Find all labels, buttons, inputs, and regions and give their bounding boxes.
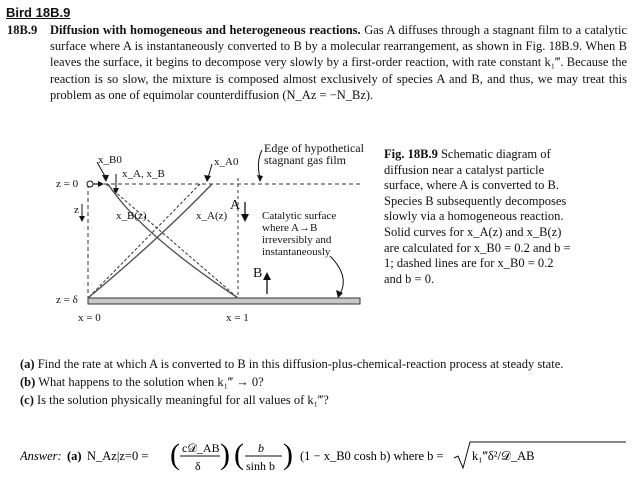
frac2-denominator: sinh b xyxy=(246,459,276,473)
answer-equation xyxy=(20,436,630,476)
questions-list xyxy=(20,356,615,410)
question-b xyxy=(20,374,615,390)
answer-lhs: N_Az|z=0 = xyxy=(87,449,149,463)
figure-caption xyxy=(384,147,572,287)
label-z0: z = 0 xyxy=(56,178,79,190)
question-a-text: Find the rate at which A is converted to B in this diffusion-plus-chemical-reaction process at steady state. xyxy=(37,357,564,371)
figure-18b9 xyxy=(50,138,380,338)
frac2-numerator: b xyxy=(258,441,264,455)
label-xA-xB: x_A, x_B xyxy=(122,168,165,180)
surface-pointer-icon xyxy=(336,290,343,298)
caption-label: Fig. 18B.9 xyxy=(384,147,438,161)
frac1-numerator: c𝒟_AB xyxy=(182,441,220,455)
xB-linear-dashed xyxy=(106,184,241,298)
problem-body: Gas A diffuses through a stagnant film to a catalytic surface where A is instantaneously converted to B by a molecular rearrangement, as shown in Fig. 18B.9. When B leaves the surface, it begins to decompose very slowly by a first-order reaction, with rate constant k₁‴. Because the reaction is so slow, the mixture is composed almost exclusively of species A and B, and thus, we may treat this problem as one of equimolar counterdiffusion (N_Az = −N_Bz). xyxy=(50,23,628,102)
label-A: A xyxy=(230,198,241,213)
xA-curve xyxy=(88,184,212,298)
paren-right-1: ) xyxy=(220,438,230,471)
film-pointer-icon xyxy=(257,175,263,182)
paren-left-1: ( xyxy=(170,438,180,471)
problem-statement xyxy=(7,22,627,103)
x-direction-arrow-icon xyxy=(98,181,104,187)
answer-block xyxy=(20,436,630,476)
label-xB0: x_B0 xyxy=(98,154,122,166)
label-B: B xyxy=(253,266,263,281)
page-heading: Bird 18B.9 xyxy=(6,5,71,20)
question-a-label: (a) xyxy=(20,357,35,371)
label-film-edge: Edge of hypothetical stagnant gas film xyxy=(264,141,364,167)
question-c xyxy=(20,392,615,408)
problem-text xyxy=(50,22,627,103)
answer-part: (a) xyxy=(67,449,82,463)
B-arrow-up-icon xyxy=(263,272,271,280)
caption-text: Schematic diagram of diffusion near a catalyst particle surface, where A is converted to B. Species B subsequently decomposes slowly via a homogeneous reaction. Solid curves for x_A(z) and x_B(z) are calculated for x_B0 = 0.2 and b = 1; dashed lines are for x_B0 = 0.2 and b = 0. xyxy=(384,147,571,286)
xA0-arrowhead-icon xyxy=(204,175,211,182)
problem-title: Diffusion with homogeneous and heterogeneous reactions. xyxy=(50,23,361,37)
label-xAz: x_A(z) xyxy=(196,210,228,222)
label-x1: x = 1 xyxy=(226,312,249,324)
frac1-denominator: δ xyxy=(195,459,201,473)
origin-marker-icon xyxy=(87,181,93,187)
sqrt-radicand: k₁‴δ²/𝒟_AB xyxy=(472,449,535,463)
xB-curve xyxy=(108,184,241,298)
problem-number: 18B.9 xyxy=(7,23,38,37)
answer-label: Answer: xyxy=(20,449,62,463)
label-catalytic-surface: Catalytic surface where A→B irreversibly and instantaneously xyxy=(262,210,337,258)
question-c-text: Is the solution physically meaningful for all values of k₁‴? xyxy=(37,393,329,407)
question-c-label: (c) xyxy=(20,393,34,407)
z-arrow-icon xyxy=(79,216,85,222)
paren-left-2: ( xyxy=(234,438,244,471)
question-b-text: What happens to the solution when k₁‴ → 0? xyxy=(38,375,264,389)
A-arrow-down-icon xyxy=(241,214,249,222)
label-zdelta: z = δ xyxy=(56,294,78,306)
xB0-arrowhead-icon xyxy=(102,175,109,182)
label-x0: x = 0 xyxy=(78,312,101,324)
label-xBz: x_B(z) xyxy=(116,210,147,222)
paren-right-2: ) xyxy=(283,438,293,471)
label-xA0: x_A0 xyxy=(214,156,239,168)
question-a xyxy=(20,356,615,372)
catalytic-surface xyxy=(88,298,360,304)
label-z: z xyxy=(74,204,79,216)
question-b-label: (b) xyxy=(20,375,36,389)
xA-linear-dashed xyxy=(88,184,200,298)
answer-tail: (1 − x_B0 cosh b) where b = xyxy=(300,449,444,463)
